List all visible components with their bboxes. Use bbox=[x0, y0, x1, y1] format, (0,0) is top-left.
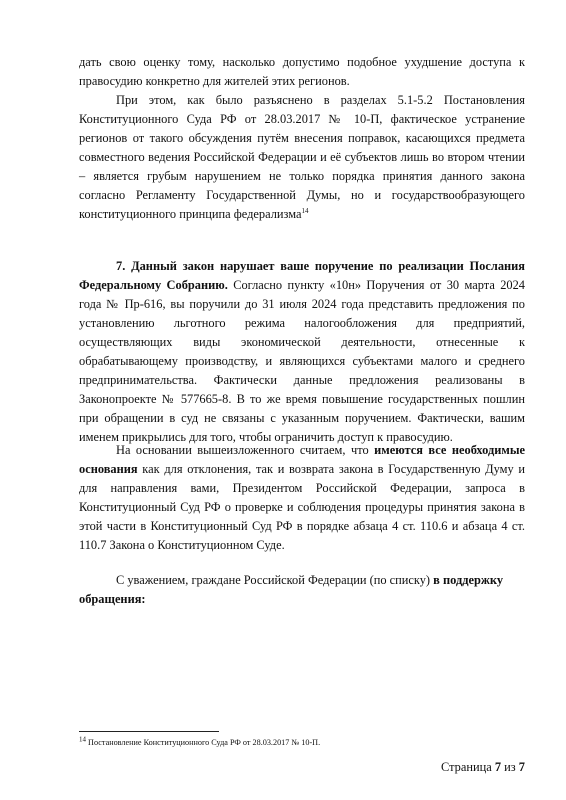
footnote-reference[interactable]: 14 bbox=[301, 206, 309, 215]
page-number-total: 7 bbox=[518, 760, 525, 774]
page-number-current: 7 bbox=[494, 760, 502, 774]
paragraph-heading: 7. Данный закон нарушает ваше поручение по реализации Послания Федеральному Собранию. bbox=[79, 259, 525, 292]
footnote-text: Постановление Конституционного Суда РФ от 28.03.2017 № 10-П. bbox=[86, 738, 321, 747]
paragraph-text: Согласно пункту «10н» Поручения от 30 марта 2024 года № Пр-616, вы поручили до 31 июля 2024 года представить предложения по установлению льготного режима налогообложения для предприятий, осуществляющих виды экономической деятельности, отнесенные к обрабатывающему производству, и являющихся субъектами малого и среднего предпринимательства. Фактически данные предложения реализованы в Законопроекте № 577665-8. В то же время повышение государственных пошлин при обращении в суд не связаны с указанным поручением. Фактически, вашим именем прикрылись для того, чтобы ограничить доступ к правосудию. bbox=[79, 278, 525, 444]
paragraph-text: как для отклонения, так и возврата закона в Государственную Думу и для направления вами, Президентом Российской Федерации, запроса в Конституционный Суд РФ о проверке и соблюдения процедуры принятия закона в этой части в Конституционный Суд РФ в порядке абзаца 4 ст. 110.6 и абзаца 4 ст. 110.7 Закона о Конституционном Суде. bbox=[79, 462, 525, 552]
paragraph-emphasis: имеются все необходимые основания bbox=[79, 443, 525, 476]
footnote bbox=[79, 737, 525, 748]
paragraph-signature bbox=[79, 571, 525, 609]
paragraph-text: При этом, как было разъяснено в разделах 5.1-5.2 Постановления Конституционного Суда РФ от 28.03.2017 № 10-П, фактическое устранение регионов от такого обсуждения путём внесения поправок, касающихся предмета совместного ведения Российской Федерации и её субъектов лишь во втором чтении – является грубым нарушением не только порядка принятия данного закона согласно Регламенту Государственной Думы, но и государствообразующего конституционного принципа федерализма bbox=[79, 93, 525, 221]
paragraph-text: С уважением, граждане Российской Федерации (по списку) bbox=[116, 573, 434, 587]
paragraph-emphasis: в поддержку обращения: bbox=[79, 573, 504, 606]
paragraph-continuation bbox=[79, 53, 525, 91]
paragraph-conclusion bbox=[79, 441, 525, 555]
paragraph-text: дать свою оценку тому, насколько допустимо подобное ухудшение доступа к правосудию конкретно для жителей этих регионов. bbox=[79, 55, 525, 88]
paragraph-federalism bbox=[79, 91, 525, 224]
page-number-middle: из bbox=[501, 760, 519, 774]
page-number bbox=[441, 758, 525, 777]
page-number-prefix: Страница bbox=[441, 760, 495, 774]
paragraph-lead: На основании вышеизложенного считаем, что bbox=[116, 443, 375, 457]
footnote-divider bbox=[79, 731, 219, 732]
paragraph-point-7 bbox=[79, 257, 525, 447]
footnote-number: 14 bbox=[79, 735, 86, 744]
